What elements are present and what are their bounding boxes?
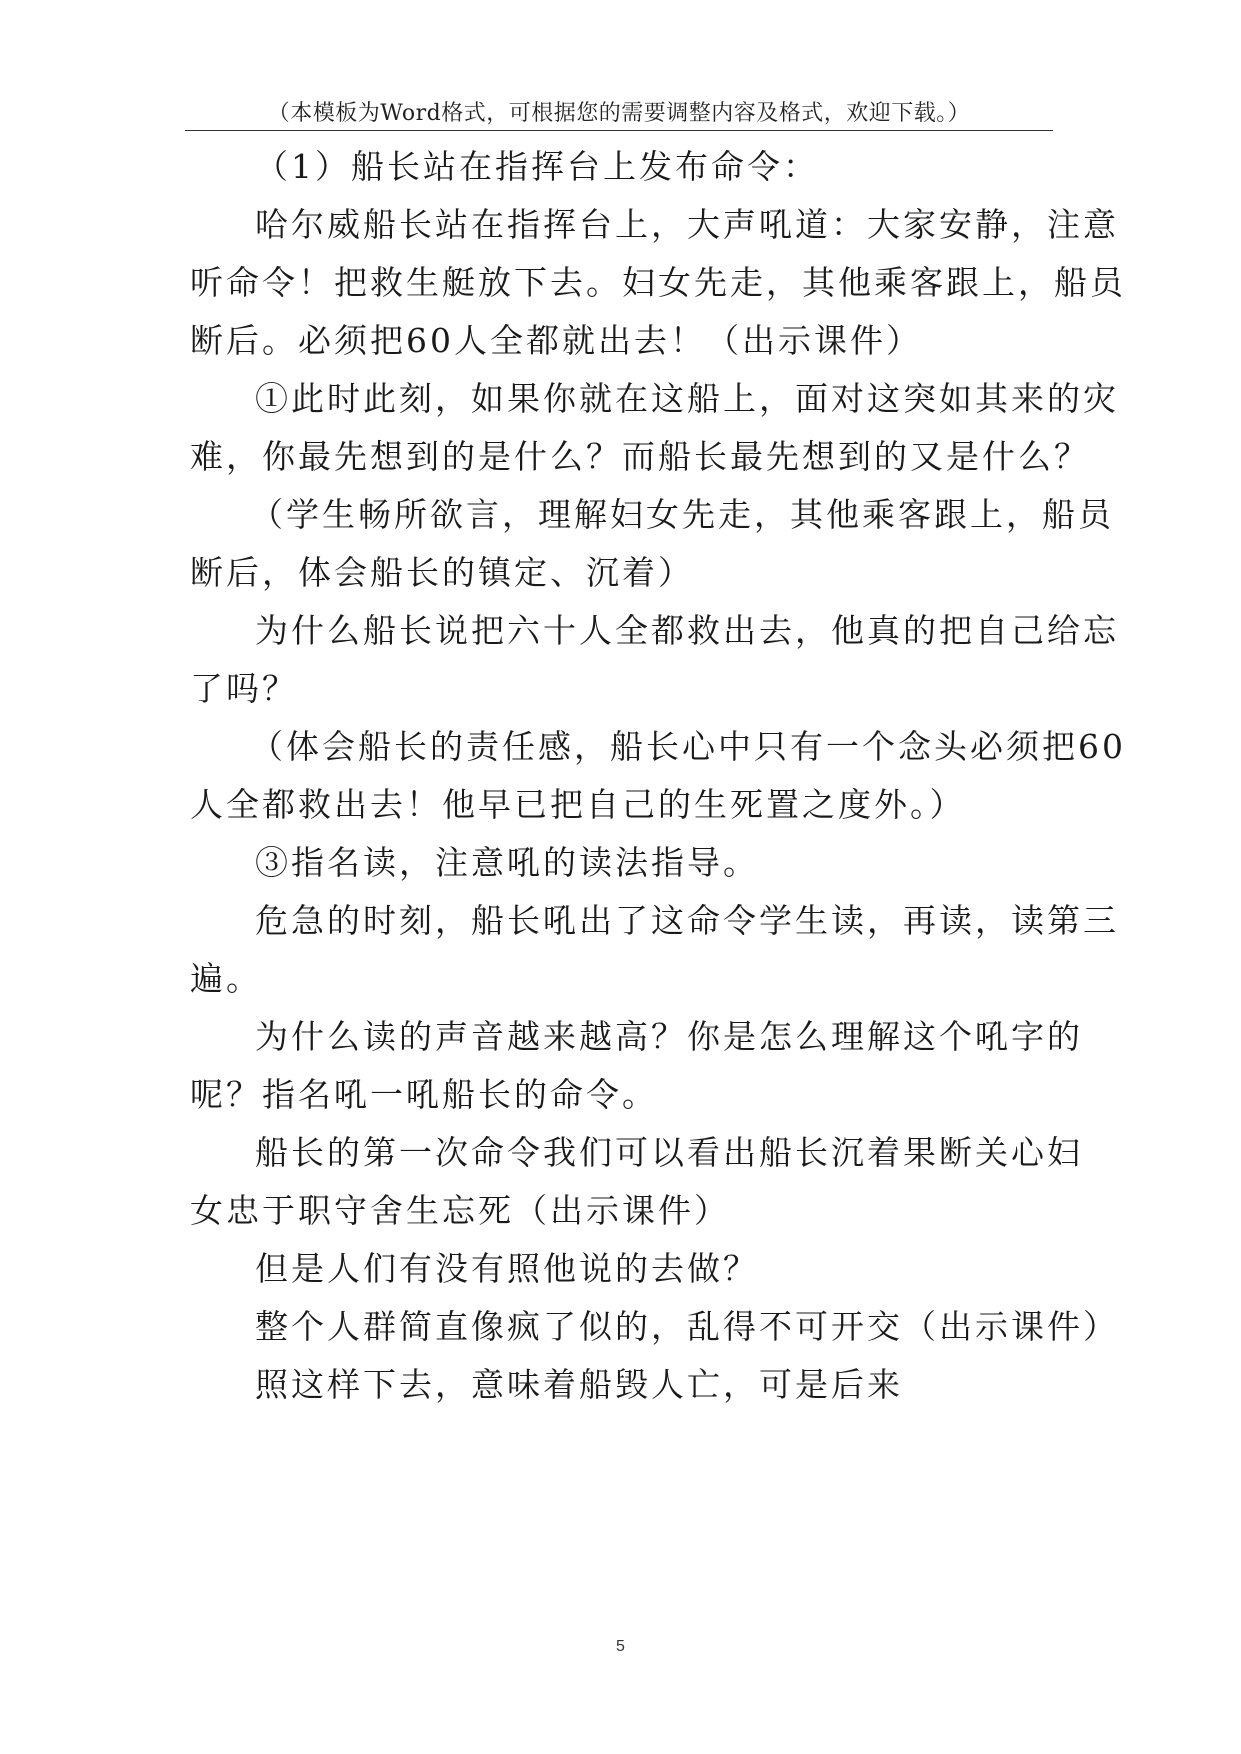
text-line: 女忠于职守舍生忘死（出示课件） (190, 1191, 730, 1230)
text-line: （学生畅所欲言，理解妇女先走，其他乘客跟上，船员 (250, 495, 1114, 534)
text-line: 照这样下去，意味着船毁人亡，可是后来 (255, 1365, 903, 1404)
text-line: 听命令！把救生艇放下去。妇女先走，其他乘客跟上，船员 (190, 263, 1126, 302)
text-line: 哈尔威船长站在指挥台上，大声吼道：大家安静，注意 (255, 205, 1119, 244)
text-line: 了吗？ (190, 669, 298, 708)
text-line: ①此时此刻，如果你就在这船上，面对这突如其来的灾 (255, 379, 1119, 418)
page-header: （本模板为Word格式，可根据您的需要调整内容及格式，欢迎下载。） (267, 101, 971, 126)
text-line: （1）船长站在指挥台上发布命令： (255, 147, 819, 186)
text-line: 为什么读的声音越来越高？你是怎么理解这个吼字的 (255, 1017, 1083, 1056)
text-line: 难，你最先想到的是什么？而船长最先想到的又是什么？ (190, 437, 1090, 476)
text-line: 为什么船长说把六十人全都救出去，他真的把自己给忘 (255, 611, 1119, 650)
text-line: 呢？指名吼一吼船长的命令。 (190, 1075, 658, 1114)
text-line: （体会船长的责任感，船长心中只有一个念头必须把60 (250, 727, 1126, 766)
header-rule (185, 130, 1053, 131)
text-line: 但是人们有没有照他说的去做？ (255, 1249, 759, 1288)
text-line: 断后。必须把60人全都就出去！（出示课件） (190, 321, 922, 360)
text-line: 整个人群简直像疯了似的，乱得不可开交（出示课件） (255, 1307, 1119, 1346)
text-line: 遍。 (190, 959, 262, 998)
text-line: 断后，体会船长的镇定、沉着） (190, 553, 694, 592)
text-line: ③指名读，注意吼的读法指导。 (255, 843, 759, 882)
text-line: 人全都救出去！他早已把自己的生死置之度外。） (190, 785, 966, 824)
page-number: 5 (616, 1638, 625, 1655)
text-line: 船长的第一次命令我们可以看出船长沉着果断关心妇 (255, 1133, 1083, 1172)
text-line: 危急的时刻，船长吼出了这命令学生读，再读，读第三 (255, 901, 1119, 940)
